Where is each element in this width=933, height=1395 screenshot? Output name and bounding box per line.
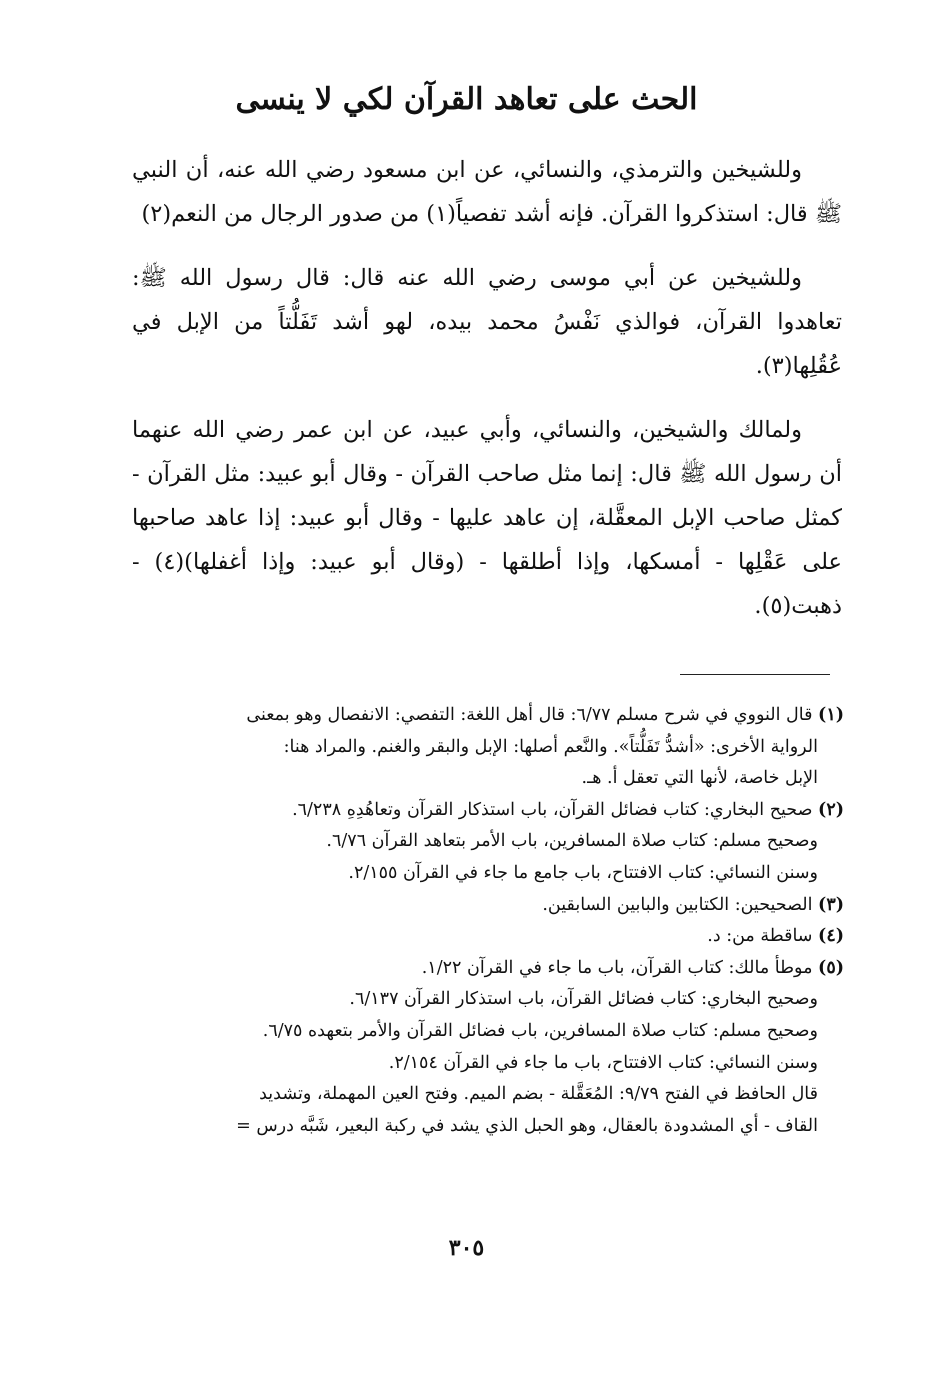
footnote-line: قال النووي في شرح مسلم ٦/٧٧: قال أهل اللغة: التفصي: الانفصال وهو بمعنى — [246, 705, 813, 725]
paragraph: وللشيخين عن أبي موسى رضي الله عنه قال: قال رسول الله ﷺ: تعاهدوا القرآن، فوالذي نَفْسُ محمد بيده، لهو أشد تَفَلُّتاً من الإبل في عُقُلِها(٣). — [132, 265, 842, 379]
footnote-line: موطأ مالك: كتاب القرآن، باب ما جاء في القرآن ١/٢٢. — [421, 957, 813, 978]
footnote-line: وصحيح البخاري: كتاب فضائل القرآن، باب استذكار القرآن ٦/١٣٧. — [349, 989, 818, 1010]
footnote-line: وصحيح مسلم: كتاب صلاة المسافرين، باب فضائل القرآن والأمر بتعهده ٦/٧٥. — [262, 1020, 818, 1041]
footnote-line: الصحيحين: الكتابين والبابين السابقين. — [542, 894, 813, 915]
footnote — [132, 953, 844, 1143]
footnote — [132, 700, 844, 795]
footnote-number: (٥) — [818, 957, 844, 978]
footnote — [132, 890, 844, 922]
footnote-line: ساقطة من: د. — [707, 926, 813, 947]
footnote-line: القاف - أي المشدودة بالعقال، وهو الحبل الذي يشد في ركبة البعير، شَبَّه درس = — [236, 1115, 818, 1136]
footnote-line: وسنن النسائي: كتاب الافتتاح، باب جامع ما جاء في القرآن ٢/١٥٥. — [348, 862, 818, 883]
footnote-line: قال الحافظ في الفتح ٩/٧٩: المُعَقَّلة - بضم الميم. وفتح العين المهملة، وتشديد — [259, 1084, 818, 1105]
footnote — [132, 921, 844, 953]
page-number: ٣٠٥ — [448, 1235, 485, 1261]
footnote-line: الإبل خاصة، لأنها التي تعقل أ. هـ. — [581, 768, 818, 789]
footnote — [132, 795, 844, 890]
footnote-line: الرواية الأخرى: «أشدُّ تَفَلُّتاً». والنَّعم أصلها: الإبل والبقر والغنم. والمراد هنا: — [283, 736, 818, 757]
footnote-number: (٣) — [818, 894, 844, 915]
main-text — [132, 148, 842, 648]
footnotes — [132, 700, 844, 1142]
paragraph: وللشيخين والترمذي، والنسائي، عن ابن مسعود رضي الله عنه، أن النبي ﷺ قال: استذكروا القرآن. فإنه أشد تفصياً(١) من صدور الرجال من النعم(٢) — [132, 157, 842, 227]
footnote-line: وسنن النسائي: كتاب الافتتاح، باب ما جاء في القرآن ٢/١٥٤. — [388, 1052, 818, 1073]
footnote-number: (٤) — [818, 926, 844, 947]
footnote-number: (٢) — [818, 799, 844, 820]
page-title: الحث على تعاهد القرآن لكي لا ينسى — [235, 82, 698, 117]
footnote-line: صحيح البخاري: كتاب فضائل القرآن، باب استذكار القرآن وتعاهُدِهِ ٦/٢٣٨. — [292, 799, 813, 820]
footnote-number: (١) — [818, 705, 844, 725]
footnote-separator — [680, 674, 830, 675]
paragraph: ولمالك والشيخين، والنسائي، وأبي عبيد، عن ابن عمر رضي الله عنهما أن رسول الله ﷺ قال: إنما مثل صاحب القرآن - وقال أبو عبيد: مثل القرآن - كمثل صاحب الإبل المعقَّلة، إن عاهد عليها - وقال أبو عبيد: إذا عاهد صاحبها على عَقْلِها - أمسكها، وإذا أطلقها - (وقال أبو عبيد: وإذا أغفلها)(٤) - ذهبت(٥). — [132, 417, 842, 619]
footnote-line: وصحيح مسلم: كتاب صلاة المسافرين، باب الأمر بتعاهد القرآن ٦/٧٦. — [326, 831, 818, 852]
